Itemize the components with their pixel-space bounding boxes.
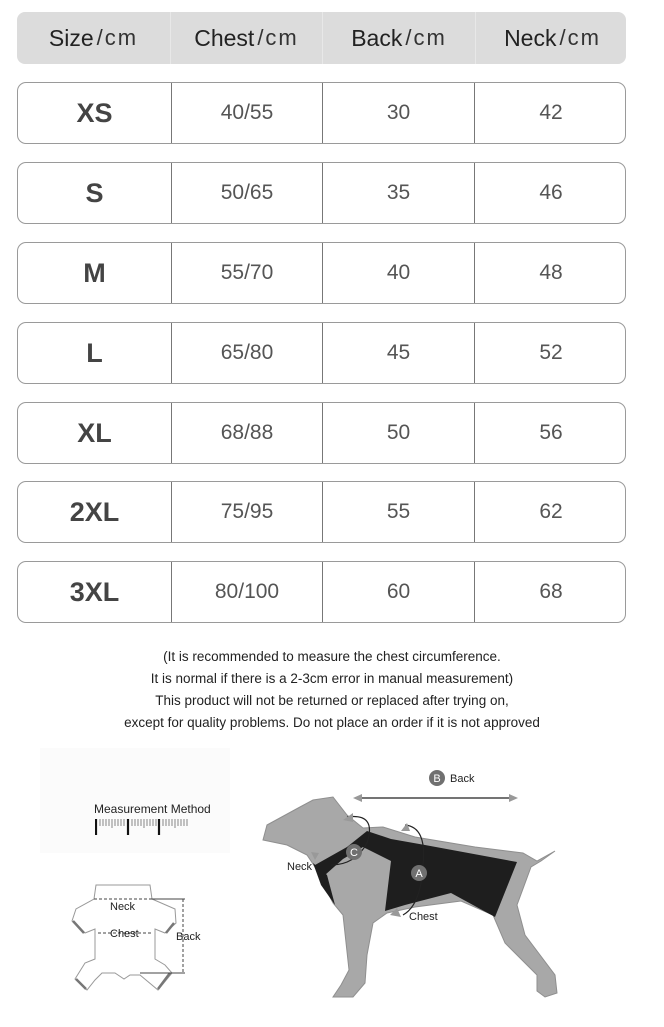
size-row-3xl <box>17 561 626 623</box>
neck-cell: 42 <box>474 83 627 143</box>
note-line: This product will not be returned or replaced after trying on, <box>155 693 509 708</box>
size-cell: S <box>85 177 104 208</box>
garment-back-label: Back <box>176 931 201 943</box>
back-cell: 40 <box>322 243 474 303</box>
garment-neck-label: Neck <box>110 901 136 913</box>
ruler-icon <box>95 819 190 835</box>
back-cell: 55 <box>322 482 474 542</box>
dog-neck-label: Neck <box>287 861 313 873</box>
back-cell: 45 <box>322 323 474 383</box>
note-line: (It is recommended to measure the chest circumference. <box>163 649 501 664</box>
header-neck-unit: /cm <box>559 25 601 50</box>
size-cell: 2XL <box>69 496 120 527</box>
neck-cell: 56 <box>474 403 627 463</box>
size-cell: 3XL <box>69 576 120 607</box>
header-chest-unit: /cm <box>257 25 299 50</box>
chest-cell: 68/88 <box>171 403 322 463</box>
size-row-2xl <box>17 481 626 543</box>
neck-marker-letter: C <box>350 847 358 859</box>
size-cell: XL <box>77 417 112 448</box>
header-back <box>322 12 475 64</box>
header-back-unit: /cm <box>405 25 447 50</box>
size-cell: XS <box>76 97 113 128</box>
back-cell: 35 <box>322 163 474 223</box>
neck-cell: 68 <box>474 562 627 622</box>
measurement-method-label: Measurement Method <box>94 802 211 816</box>
size-row-xs <box>17 82 626 144</box>
chest-cell: 65/80 <box>171 323 322 383</box>
header-size <box>17 12 170 64</box>
chest-cell: 75/95 <box>171 482 322 542</box>
size-row-l <box>17 322 626 384</box>
header-neck <box>475 12 629 64</box>
note-line: It is normal if there is a 2-3cm error in manual measurement) <box>150 671 514 686</box>
header-size-label: Size <box>48 24 94 51</box>
back-cell: 30 <box>322 83 474 143</box>
method-background <box>40 748 230 853</box>
chest-marker-letter: A <box>415 868 423 880</box>
dog-diagram <box>255 765 575 1020</box>
size-row-xl <box>17 402 626 464</box>
dog-back-label: Back <box>450 773 475 785</box>
garment-chest-label: Chest <box>110 928 139 940</box>
size-table-header <box>17 12 626 64</box>
header-neck-label: Neck <box>504 24 557 51</box>
size-row-m <box>17 242 626 304</box>
back-marker-letter: B <box>433 773 441 785</box>
header-back-label: Back <box>351 24 403 51</box>
header-chest <box>170 12 322 64</box>
header-chest-label: Chest <box>194 24 255 51</box>
garment-diagram <box>40 875 260 1015</box>
chest-cell: 80/100 <box>171 562 322 622</box>
size-cell: L <box>86 337 103 368</box>
header-size-unit: /cm <box>96 25 139 50</box>
measurement-notes <box>0 646 664 734</box>
back-cell: 60 <box>322 562 474 622</box>
neck-cell: 52 <box>474 323 627 383</box>
dog-chest-label: Chest <box>409 911 438 923</box>
back-cell: 50 <box>322 403 474 463</box>
chest-cell: 40/55 <box>171 83 322 143</box>
note-line: except for quality problems. Do not place an order if it is not approved <box>124 715 540 730</box>
chest-cell: 55/70 <box>171 243 322 303</box>
neck-cell: 46 <box>474 163 627 223</box>
chest-cell: 50/65 <box>171 163 322 223</box>
size-row-s <box>17 162 626 224</box>
neck-cell: 48 <box>474 243 627 303</box>
neck-cell: 62 <box>474 482 627 542</box>
size-cell: M <box>83 257 106 288</box>
